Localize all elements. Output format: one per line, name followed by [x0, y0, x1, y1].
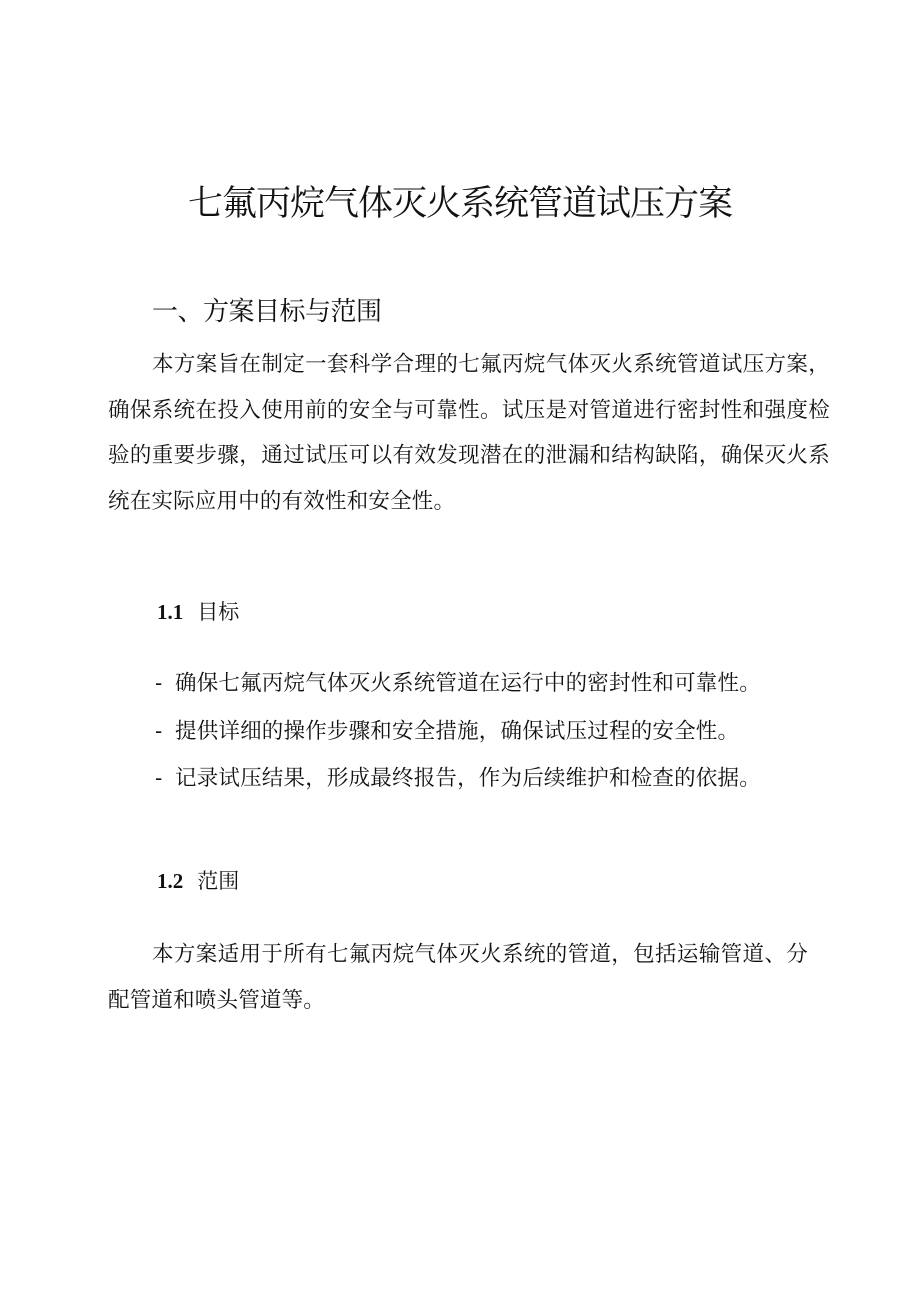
section-intro-paragraph: 本方案旨在制定一套科学合理的七氟丙烷气体灭火系统管道试压方案，确保系统在投入使用前的安全与可靠性。试压是对管道进行密封性和强度检验的重要步骤，通过试压可以有效发现潜在的泄漏和结构缺陷，确保灭火系统在实际应用中的有效性和安全性。	[108, 352, 830, 514]
section-heading: 一、方案目标与范围	[152, 297, 382, 327]
subsection-title: 目标	[197, 600, 240, 624]
subsection-title: 范围	[197, 869, 240, 893]
bullet-marker: -	[155, 766, 163, 791]
list-item-text: 记录试压结果，形成最终报告，作为后续维护和检查的依据。	[175, 766, 761, 791]
list-item	[155, 708, 761, 756]
list-item-text: 确保七氟丙烷气体灭火系统管道在运行中的密封性和可靠性。	[175, 671, 761, 696]
subsection-number: 1.1	[157, 600, 184, 624]
document-title: 七氟丙烷气体灭火系统管道试压方案	[187, 184, 732, 224]
goals-list	[155, 660, 761, 803]
bullet-marker: -	[155, 671, 163, 696]
list-item-text: 提供详细的操作步骤和安全措施，确保试压过程的安全性。	[175, 718, 740, 744]
subsection-heading-goals	[157, 597, 239, 627]
list-item	[155, 755, 761, 803]
subsection-number: 1.2	[157, 869, 184, 893]
subsection-heading-scope	[157, 866, 239, 896]
bullet-marker: -	[155, 718, 163, 744]
list-item	[155, 660, 761, 708]
scope-paragraph: 本方案适用于所有七氟丙烷气体灭火系统的管道，包括运输管道、分配管道和喷头管道等。	[108, 942, 808, 1013]
